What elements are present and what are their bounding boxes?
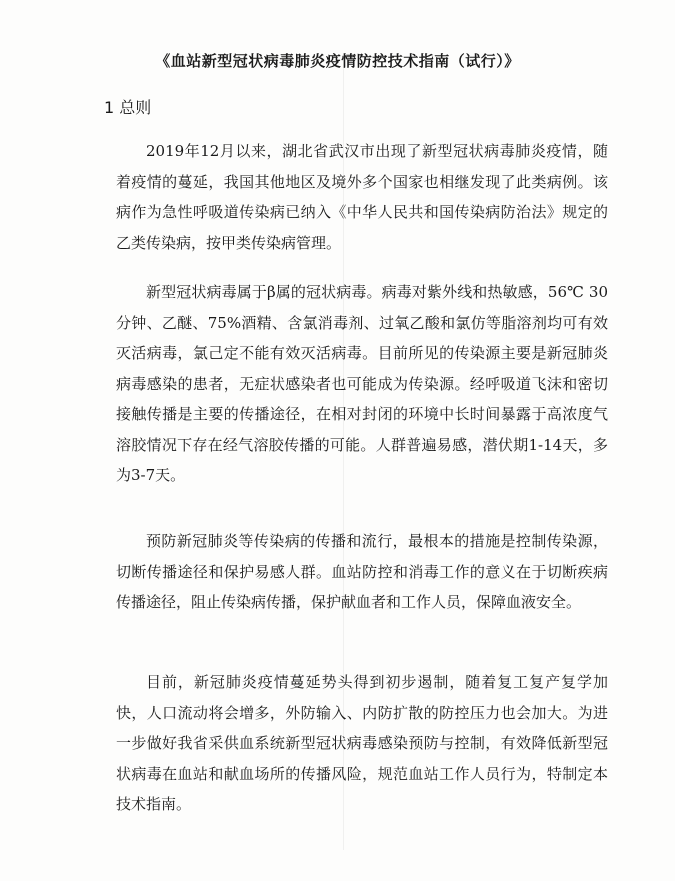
paragraph: 2019年12月以来，湖北省武汉市出现了新型冠状病毒肺炎疫情，随着疫情的蔓延，我国其他地区及境外多个国家也相继发现了此类病例。该病作为急性呼吸道传染病已纳入《中华人民共和国传染病防治法》规定的乙类传染病，按甲类传染病管理。	[116, 142, 608, 252]
paragraph: 新型冠状病毒属于β属的冠状病毒。病毒对紫外线和热敏感，56℃ 30分钟、乙醚、75%酒精、含氯消毒剂、过氧乙酸和氯仿等脂溶剂均可有效灭活病毒，氯己定不能有效灭活病毒。目前所见的传染源主要是新冠肺炎病毒感染的患者，无症状感染者也可能成为传染源。经呼吸道飞沫和密切接触传播是主要的传播途径，在相对封闭的环境中长时间暴露于高浓度气溶胶情况下存在经气溶胶传播的可能。人群普遍易感，潜伏期1-14天，多为3-7天。	[116, 283, 608, 484]
paragraph: 目前，新冠肺炎疫情蔓延势头得到初步遏制，随着复工复产复学加快，人口流动将会增多，外防输入、内防扩散的防控压力也会加大。为进一步做好我省采供血系统新型冠状病毒感染预防与控制，有效降低新型冠状病毒在血站和献血场所的传播风险，规范血站工作人员行为，特制定本技术指南。	[116, 673, 608, 813]
document-title: 《血站新型冠状病毒肺炎疫情防控技术指南（试行）》	[155, 52, 520, 70]
section-heading: 1 总则	[104, 98, 152, 117]
paragraph: 预防新冠肺炎等传染病的传播和流行，最根本的措施是控制传染源，切断传播途径和保护易感人群。血站防控和消毒工作的意义在于切断疾病传播途径，阻止传染病传播，保护献血者和工作人员，保障血液安全。	[116, 532, 608, 611]
